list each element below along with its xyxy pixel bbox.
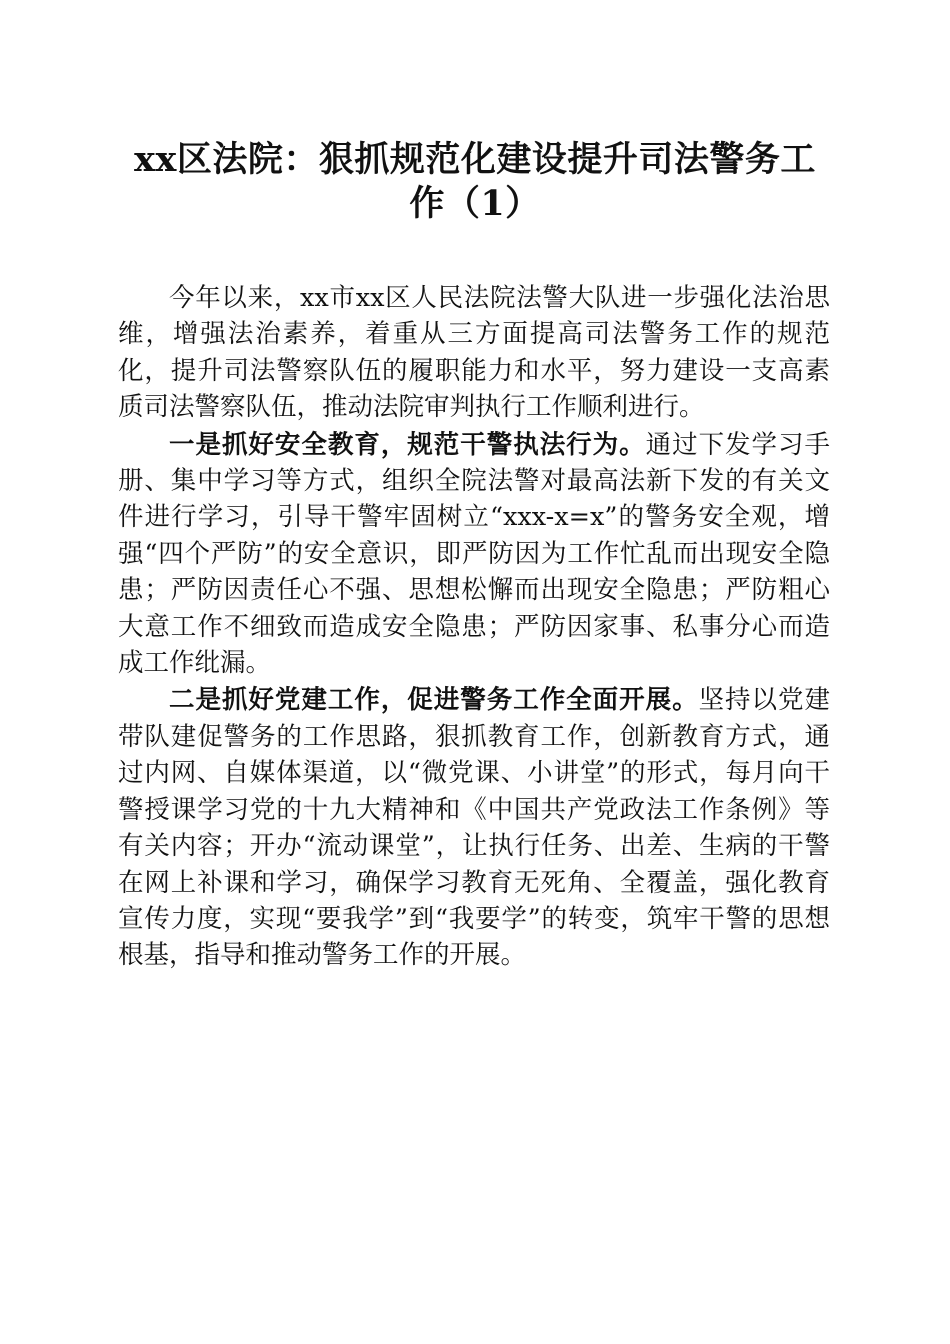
section-1-heading: 一是抓好安全教育，规范干警执法行为。 (169, 429, 646, 460)
section-2-text: 坚持以党建带队建促警务的工作思路，狠抓教育工作，创新教育方式，通过内网、自媒体渠道，以“微党课、小讲堂”的形式，每月向干警授课学习党的十九大精神和《中国共产党政法工作条例》等有关内容；开办“流动课堂”，让执行任务、出差、生病的干警在网上补课和学习，确保学习教育无死角、全覆盖，强化教育宣传力度，实现“要我学”到“我要学”的转变，筑牢干警的思想根基，指导和推动警务工作的开展。 (118, 685, 830, 971)
section-2-paragraph (118, 682, 830, 973)
section-1-paragraph (118, 427, 830, 682)
title-line-2: 作（1） (409, 183, 541, 224)
document-body (118, 280, 830, 975)
intro-paragraph: 今年以来，xx市xx区人民法院法警大队进一步强化法治思维，增强法治素养，着重从三方面提高司法警务工作的规范化，提升司法警察队伍的履职能力和水平，努力建设一支高素质司法警察队伍，推动法院审判执行工作顺利进行。 (118, 283, 830, 423)
section-1-text: 通过下发学习手册、集中学习等方式，组织全院法警对最高法新下发的有关文件进行学习，引导干警牢固树立“xxx-x=x”的警务安全观，增强“四个严防”的安全意识，即严防因为工作忙乱而出现安全隐患；严防因责任心不强、思想松懈而出现安全隐患；严防粗心大意工作不细致而造成安全隐患；严防因家事、私事分心而造成工作纰漏。 (118, 429, 830, 679)
title-line-1: xx区法院：狠抓规范化建设提升司法警务工 (134, 139, 816, 180)
page-title (100, 138, 850, 226)
section-2-heading: 二是抓好党建工作，促进警务工作全面开展。 (169, 685, 699, 716)
